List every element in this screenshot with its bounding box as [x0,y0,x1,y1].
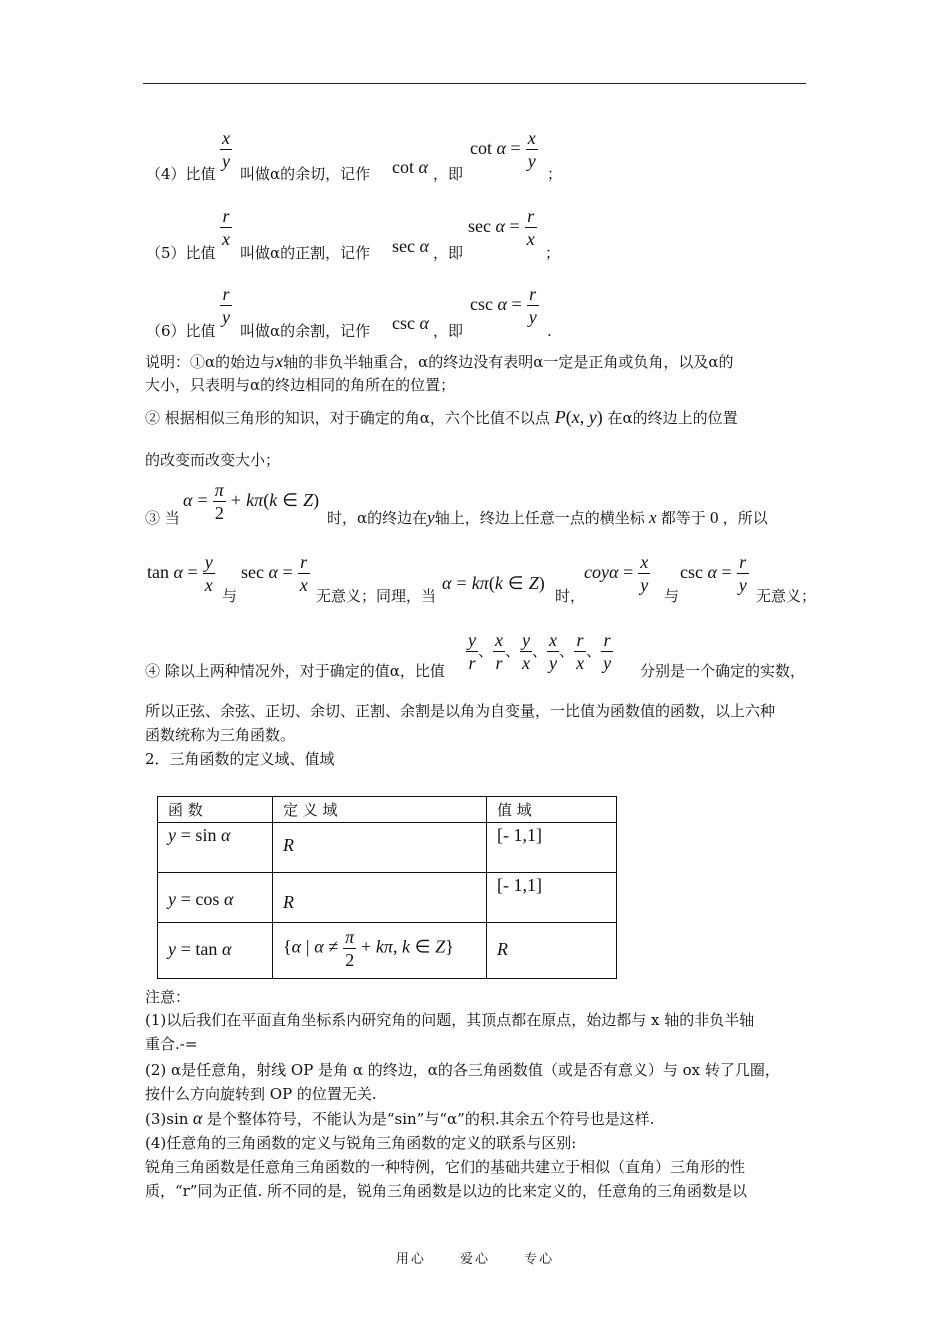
text: 时， [555,587,586,605]
cell-range: [- 1,1] [487,873,617,923]
denominator: y [222,307,230,327]
denominator: x [222,229,230,249]
formula-csc: csc α = $\frac{r}{y}$ [680,552,747,595]
attention-p2a: (2) α是任意角，射线 OP 是角 α 的终边，α的各三角函数值（或是否有意义）与 ox 转了几圈， [145,1061,780,1079]
explain-line-2: 大小，只表明与α的终边相同的角所在的位置； [145,376,456,394]
def-ending: ； [545,244,561,262]
text: ③ 当 [145,509,180,527]
denominator: x [526,229,535,249]
cell-function: y = cos α [158,873,273,923]
attention-p3: (3)sin α 是个整体符号，不能认为是“sin”与“α”的积.其余五个符号也是这样. [145,1108,655,1128]
table-row [158,873,617,923]
header-range: 值 域 [487,797,617,823]
def-equation: cot α = $\frac{x}{y}$ [470,128,536,171]
attention-title: 注意： [145,988,191,1006]
formula-sec: sec α = $\frac{r}{x}$ [241,552,308,595]
text: ④ 除以上两种情况外，对于确定的值α，比值 [145,662,445,680]
denominator: y [222,151,230,171]
table-row [158,823,617,873]
def-label: （5）比值 [146,244,216,262]
attention-p4: (4)任意角的三角函数的定义与锐角三角函数的定义的联系与区别: [145,1134,577,1152]
cell-range: [- 1,1] [487,823,617,873]
numerator: x [222,128,230,148]
table-row [158,923,617,979]
def-label: （4）比值 [146,165,216,183]
text: 与 [222,587,238,605]
cell-function: y = tan α [158,923,273,979]
def-equation: sec α = $\frac{r}{x}$ [468,206,535,249]
text: 分别是一个确定的实数， [640,662,806,680]
func-name: csc [470,294,493,314]
header-rule [143,83,806,84]
def-ratio [220,128,232,171]
denominator: y [527,151,536,171]
page-footer [0,1248,950,1267]
formula-alpha-kpi: α = kπ(k ∈ Z) [442,573,545,593]
ratio-list: $\frac{y}{r}$ 、 $\frac{x}{r}$ 、 $\frac{y}{x}$ 、 $\frac{x}{y}$ 、 $\frac{r}{x}$ 、 $\frac{r}{y}$ [468,630,612,673]
footer-word: 专心 [524,1252,555,1267]
def-notation: sec α [392,236,429,256]
def-tail: ，即 [433,244,464,262]
def-ratio [220,284,232,327]
section-title: 2．三角函数的定义域、值域 [145,750,335,768]
attention-p2b: 按什么方向旋转到 OP 的位置无关. [145,1085,377,1103]
def-ending: . [547,322,552,340]
fraction [220,128,232,171]
table-header-row [158,797,617,823]
numerator: r [220,206,232,228]
def-mid: 叫做α的正割，记作 [240,244,371,262]
func-name: cot [392,157,414,177]
numerator: r [525,206,537,228]
header-function: 函 数 [158,797,273,823]
explain-line-4c: 所以正弦、余弦、正切、余切、正割、余割是以角为自变量，一比值为函数值的函数，以上六种 [145,702,776,720]
formula-coy: coyα = $\frac{x}{y}$ [584,552,649,595]
def-mid: 叫做α的余切，记作 [240,165,371,183]
attention-p5a: 锐角三角函数是任意角三角函数的一种特例，它们的基础共建立于相似（直角）三角形的性 [145,1158,746,1176]
text: 时，α的终边在y轴上，终边上任意一点的横坐标 x 都等于 0 ，所以 [327,508,768,527]
cell-domain: R [273,873,487,923]
cell-domain: R [273,823,487,873]
numerator: x [527,128,536,148]
footer-word: 爱心 [459,1252,490,1267]
def-notation: cot α [392,157,428,177]
cell-range: R [487,923,617,979]
func-name: sec [392,236,415,256]
explain-line-4: 的改变而改变大小； [145,451,281,469]
footer-word: 用心 [395,1252,426,1267]
attention-p1a: (1)以后我们在平面直角坐标系内研究角的问题，其顶点都在原点，始边都与 x 轴的非负半轴 [145,1011,755,1029]
func-name: csc [392,313,415,333]
def-ratio [220,206,232,249]
explain-line-1: 说明：①α的始边与x轴的非负半轴重合，α的终边没有表明α一定是正角或负角，以及α的 [145,351,734,371]
def-mid: 叫做α的余割，记作 [240,322,371,340]
cell-domain: {α | α ≠ $\frac{\pi}{2}$ + kπ, k ∈ Z} [273,923,487,979]
explain-line-4d: 函数统称为三角函数。 [145,726,296,744]
text: 无意义；同理，当 [316,587,437,605]
formula-alpha-pi-half: α = $\frac{\pi}{2}$ + kπ(k ∈ Z) [183,480,320,523]
formula-tan: tan α = $\frac{y}{x}$ [147,552,213,595]
domain-range-table [157,796,617,979]
attention-p1b: 重合.-= [145,1035,198,1053]
def-tail: ，即 [433,165,464,183]
denominator: y [528,307,537,327]
explain-line-3: ② 根据相似三角形的知识，对于确定的角α，六个比值不以点 P(x, y) 在α的终边上的位置 [145,407,738,427]
func-name: cot [470,138,492,158]
def-ending: ； [547,165,563,183]
def-notation: csc α [392,313,429,333]
func-name: sec [468,216,491,236]
def-equation: csc α = $\frac{r}{y}$ [470,284,537,327]
header-domain: 定 义 域 [273,797,487,823]
numerator: r [527,284,539,306]
cell-function: y = sin α [158,823,273,873]
text: 无意义； [756,587,817,605]
def-tail: ，即 [433,322,464,340]
text: 与 [664,587,680,605]
attention-p5b: 质，“r”同为正值. 所不同的是，锐角三角函数是以边的比来定义的，任意角的三角函数是以 [145,1182,748,1200]
numerator: r [220,284,232,306]
def-label: （6）比值 [146,322,216,340]
